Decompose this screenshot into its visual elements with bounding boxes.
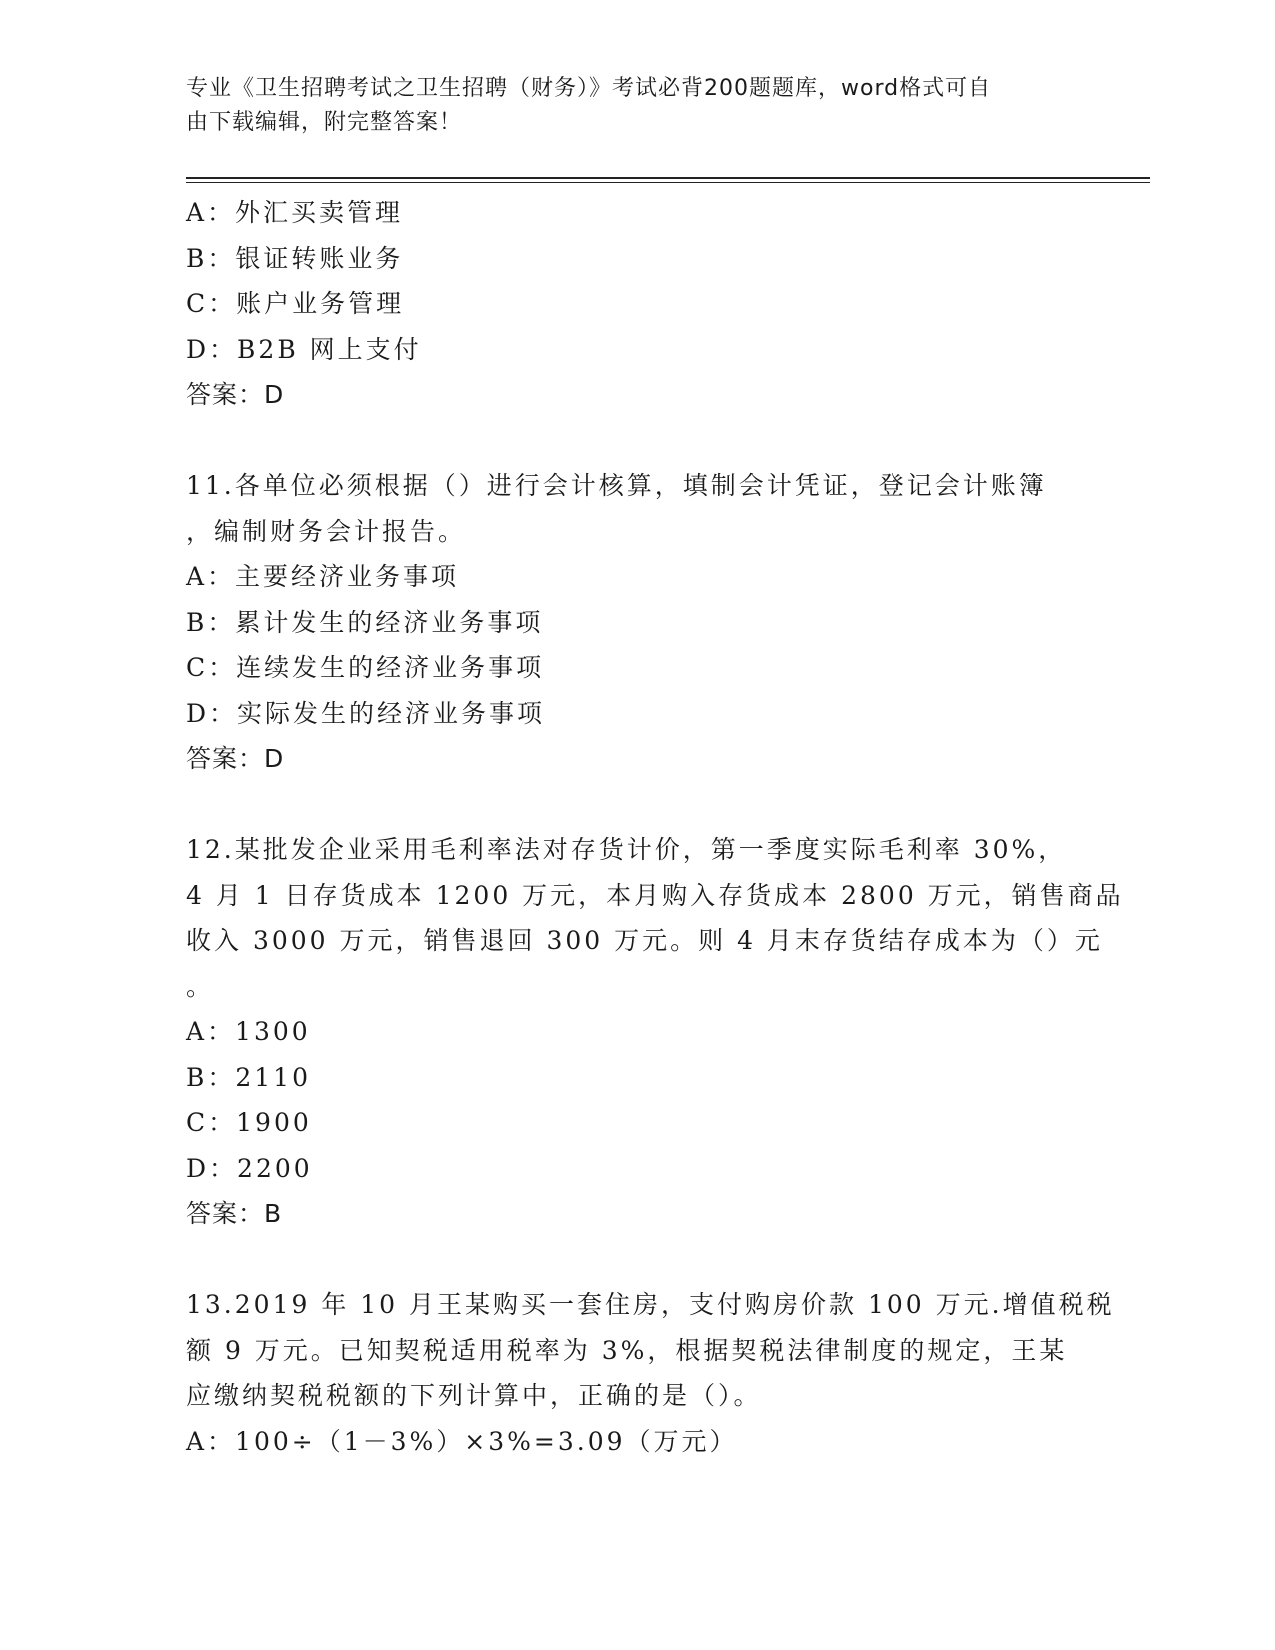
- answer-line: 答案：D: [186, 744, 285, 773]
- option-c: C：1900: [186, 1108, 312, 1137]
- option-d: D：2200: [186, 1153, 313, 1183]
- question-text-line: 。: [186, 971, 215, 1001]
- answer-line: 答案：B: [186, 1199, 283, 1228]
- question-block-12: [186, 827, 1124, 1237]
- option-a: A：1300: [186, 1017, 311, 1046]
- question-block-10: [186, 190, 1086, 418]
- document-body: [186, 190, 1124, 1464]
- spacer: [186, 418, 1086, 464]
- spacer: [186, 1237, 1086, 1283]
- option-b: B：银证转账业务: [186, 243, 404, 273]
- option-b: B：累计发生的经济业务事项: [186, 607, 544, 637]
- header-line-2: 由下载编辑，附完整答案！: [186, 110, 463, 135]
- option-c: C：账户业务管理: [186, 289, 405, 318]
- question-text-line: 12.某批发企业采用毛利率法对存货计价，第一季度实际毛利率 30%，: [186, 835, 1067, 864]
- option-d: D：实际发生的经济业务事项: [186, 698, 546, 728]
- question-block-13: [186, 1282, 1115, 1464]
- question-block-11: [186, 463, 1086, 782]
- question-text-line: 收入 3000 万元，销售退回 300 万元。则 4 月末存货结存成本为（）元: [186, 926, 1103, 955]
- option-d: D：B2B 网上支付: [186, 334, 422, 364]
- question-text-line: ，编制财务会计报告。: [186, 516, 467, 546]
- option-b: B：2110: [186, 1062, 311, 1092]
- question-text-line: 应缴纳契税税额的下列计算中，正确的是（）。: [186, 1381, 762, 1410]
- option-a: A：主要经济业务事项: [186, 562, 460, 591]
- header-rule-thin: [186, 182, 1150, 183]
- spacer: [186, 782, 1086, 828]
- question-text-line: 额 9 万元。已知契税适用税率为 3%，根据契税法律制度的规定，王某: [186, 1335, 1068, 1365]
- header-line-1: 专业《卫生招聘考试之卫生招聘（财务）》考试必背200题题库，word格式可自: [186, 76, 992, 101]
- option-a: A：100÷（1－3%）×3%=3.09（万元）: [186, 1426, 738, 1456]
- document-header: [186, 72, 1066, 140]
- header-rule-thick: [186, 177, 1150, 179]
- question-text-line: 11.各单位必须根据（）进行会计核算，填制会计凭证，登记会计账簿: [186, 471, 1047, 500]
- answer-line: 答案：D: [186, 380, 285, 409]
- option-c: C：连续发生的经济业务事项: [186, 653, 545, 682]
- option-a: A：外汇买卖管理: [186, 198, 404, 227]
- question-text-line: 4 月 1 日存货成本 1200 万元，本月购入存货成本 2800 万元，销售商品: [186, 880, 1124, 910]
- question-text-line: 13.2019 年 10 月王某购买一套住房，支付购房价款 100 万元.增值税税: [186, 1290, 1115, 1319]
